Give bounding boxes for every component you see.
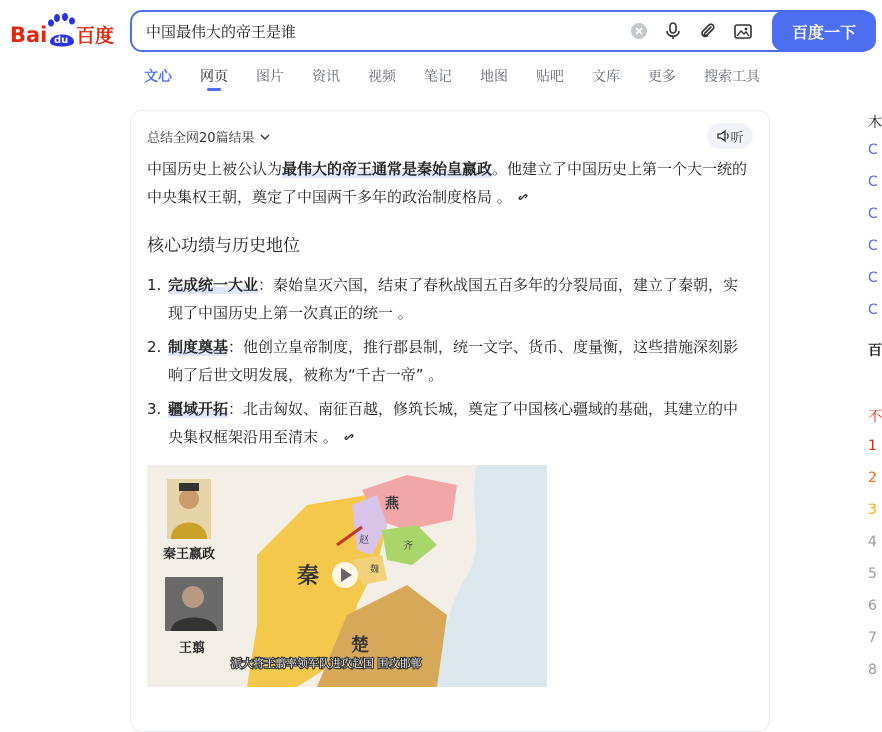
- tab-wenku[interactable]: 文库: [592, 69, 620, 85]
- tab-news[interactable]: 资讯: [312, 69, 340, 85]
- rail-fragment[interactable]: 6: [868, 598, 877, 614]
- item-number: 2.: [147, 338, 162, 356]
- rail-fragment[interactable]: C: [868, 238, 878, 254]
- state-yan: 燕: [385, 496, 399, 512]
- item-title: 完成统一大业: [168, 276, 259, 294]
- rail-fragment[interactable]: 不: [868, 409, 882, 425]
- item-title: 制度奠基: [168, 338, 229, 356]
- tab-tieba[interactable]: 贴吧: [536, 69, 564, 85]
- summary-label: 总结全网20篇结果: [147, 131, 255, 146]
- intro-pre: 中国历史上被公认为: [147, 160, 283, 178]
- image-search-icon[interactable]: [732, 20, 754, 42]
- rail-fragment[interactable]: C: [868, 174, 878, 190]
- baidu-logo[interactable]: [10, 12, 114, 48]
- state-qi: 齐: [403, 541, 413, 552]
- tab-wenxin[interactable]: 文心: [144, 69, 172, 85]
- item-text: ：北击匈奴、南征百越，修筑长城，奠定了中国核心疆域的基础，其建立的中央集权框架沿用至清末 。: [168, 400, 739, 446]
- speaker-icon: [716, 129, 730, 143]
- section-heading: 核心功绩与历史地位: [147, 236, 300, 256]
- clear-icon[interactable]: [628, 20, 650, 42]
- answer-intro: [147, 155, 751, 211]
- listen-label: 听: [730, 130, 744, 146]
- logo-text-cn: 百度: [76, 25, 115, 47]
- tab-notes[interactable]: 笔记: [424, 69, 452, 85]
- state-zhao: 赵: [359, 535, 369, 546]
- listen-button[interactable]: [707, 123, 753, 149]
- chevron-down-icon: [259, 132, 271, 142]
- tab-images[interactable]: 图片: [256, 69, 284, 85]
- rail-fragment: 百: [868, 343, 882, 359]
- logo-text-du: du: [54, 35, 69, 46]
- tab-videos[interactable]: 视频: [368, 69, 396, 85]
- tab-web[interactable]: 网页: [200, 66, 228, 96]
- summary-toggle[interactable]: [147, 127, 271, 146]
- ai-answer-card: [130, 110, 770, 732]
- warring-states-map: [147, 465, 547, 687]
- rail-fragment[interactable]: C: [868, 302, 878, 318]
- rail-fragment[interactable]: C: [868, 206, 878, 222]
- link-icon[interactable]: [516, 190, 530, 204]
- tab-more[interactable]: 更多: [648, 69, 676, 85]
- item-number: 3.: [147, 400, 162, 418]
- item-text: ：他创立皇帝制度，推行郡县制，统一文字、货币、度量衡，这些措施深刻影响了后世文明发展，被称为“千古一帝” 。: [168, 338, 739, 384]
- state-chu: 楚: [351, 635, 369, 656]
- search-box: [130, 10, 874, 52]
- search-button[interactable]: 百度一下: [772, 11, 876, 51]
- item-text: ：秦始皇灭六国，结束了春秋战国五百多年的分裂局面，建立了秦朝，实现了中国历史上第一次真正的统一 。: [168, 276, 739, 322]
- attachment-icon[interactable]: [697, 20, 719, 42]
- video-thumbnail[interactable]: [147, 465, 547, 687]
- rail-fragment[interactable]: C: [868, 270, 878, 286]
- rail-fragment[interactable]: 7: [868, 630, 877, 646]
- search-input[interactable]: [146, 12, 616, 50]
- state-wei: 魏: [370, 565, 380, 575]
- person-wang-jian: 王翦: [179, 641, 206, 656]
- rail-fragment: 木: [868, 115, 882, 131]
- microphone-icon[interactable]: [662, 20, 684, 42]
- rail-fragment[interactable]: C: [868, 142, 878, 158]
- search-tabs: [144, 66, 788, 96]
- rail-fragment[interactable]: 2: [868, 470, 877, 486]
- logo-text-bai: Bai: [10, 23, 48, 47]
- item-title: 疆域开拓: [168, 400, 229, 418]
- intro-highlight: 最伟大的帝王通常是秦始皇嬴政: [282, 160, 493, 178]
- rail-fragment[interactable]: 1: [868, 438, 877, 454]
- person-ying-zheng: 秦王嬴政: [163, 547, 216, 562]
- rail-fragment[interactable]: 5: [868, 566, 877, 582]
- rail-fragment[interactable]: 8: [868, 662, 877, 678]
- state-qin: 秦: [297, 564, 320, 589]
- video-caption: 派大将王翦率领军队进攻赵国 围攻邯郸: [231, 657, 422, 670]
- tab-search-tools[interactable]: 搜索工具: [704, 69, 760, 85]
- intro-post: 。他建立了中国历史上第一个大一统的中央集权王朝，奠定了中国两千多年的政治制度格局 。: [147, 160, 748, 206]
- link-icon[interactable]: [342, 430, 356, 444]
- rail-fragment[interactable]: 3: [868, 502, 877, 518]
- tab-maps[interactable]: 地图: [480, 69, 508, 85]
- item-number: 1.: [147, 276, 162, 294]
- baidu-paw-icon: [10, 12, 114, 48]
- rail-fragment[interactable]: 4: [868, 534, 877, 550]
